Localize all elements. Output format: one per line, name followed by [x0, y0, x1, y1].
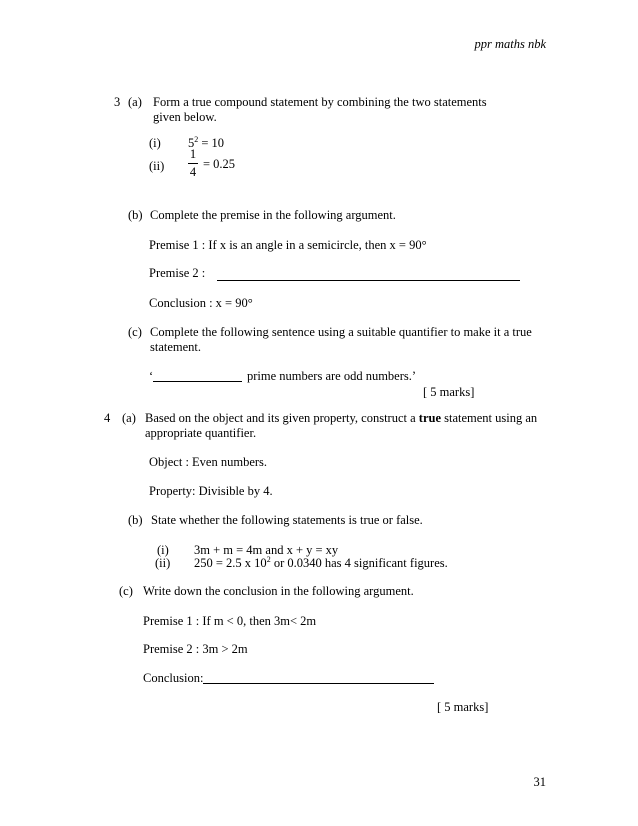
- q3c-sentence-rest: prime numbers are odd numbers.’: [247, 369, 417, 383]
- q3b-label: (b): [128, 208, 143, 222]
- q3c-text-line1: Complete the following sentence using a suitable quantifier to make it a true: [150, 325, 532, 339]
- q3a-label: (a): [128, 95, 142, 109]
- q3b-intro: Complete the premise in the following argument.: [150, 208, 396, 222]
- q3a-ii-denominator: 4: [189, 165, 197, 179]
- q4c-conclusion-answer-line: [203, 683, 434, 684]
- q3c-text-line2: statement.: [150, 340, 202, 354]
- q3c-label: (c): [128, 325, 142, 339]
- page-number: 31: [533, 775, 546, 789]
- q4a-text-bold: true: [418, 411, 441, 425]
- q4c-premise2: Premise 2 : 3m > 2m: [143, 642, 248, 656]
- q3a-ii-rest: = 0.25: [203, 157, 236, 171]
- q3b-premise1: Premise 1 : If x is an angle in a semicircle, then x = 90°: [149, 238, 427, 252]
- q3b-conclusion: Conclusion : x = 90°: [149, 296, 253, 310]
- q4-number: 4: [104, 411, 111, 425]
- q4a-text-post: statement using an: [441, 411, 538, 425]
- q4b-i-label: (i): [157, 543, 169, 557]
- q4b-label: (b): [128, 513, 143, 527]
- q3c-answer-line: [153, 381, 242, 382]
- q3a-i-label: (i): [149, 136, 161, 150]
- q4c-conclusion: Conclusion:: [143, 671, 204, 685]
- q3a-text-line1: Form a true compound statement by combining the two statements: [153, 95, 487, 109]
- q3a-ii-label: (ii): [149, 159, 165, 173]
- q3a-i-exponent: 2: [194, 135, 199, 144]
- q3c-sentence-open: ‘: [149, 369, 154, 383]
- q3a-i-base: 5: [188, 136, 195, 150]
- q4-marks: [ 5 marks]: [437, 700, 489, 714]
- q4a-text-pre: Based on the object and its given property, construct a: [145, 411, 419, 425]
- q4c-intro: Write down the conclusion in the following argument.: [143, 584, 414, 598]
- q3b-premise2: Premise 2 :: [149, 266, 206, 280]
- q4b-ii-text: [194, 556, 448, 571]
- q4b-i-text: 3m + m = 4m and x + y = xy: [194, 543, 339, 557]
- q4c-label: (c): [119, 584, 133, 598]
- q4b-ii-post: or 0.0340 has 4 significant figures.: [270, 556, 448, 570]
- q4a-text-line1: [145, 411, 537, 426]
- q4b-intro: State whether the following statements is true or false.: [151, 513, 423, 527]
- q3a-text-line2: given below.: [153, 110, 217, 124]
- q3a-ii-numerator: 1: [189, 147, 197, 161]
- q4b-ii-pre: 250 = 2.5 x 10: [194, 556, 267, 570]
- q4a-text-line2: appropriate quantifier.: [145, 426, 257, 440]
- page-header: ppr maths nbk: [474, 37, 546, 51]
- q4b-ii-exponent: 2: [266, 555, 271, 564]
- q4b-ii-label: (ii): [155, 556, 171, 570]
- q4a-object: Object : Even numbers.: [149, 455, 268, 469]
- q4a-label: (a): [122, 411, 136, 425]
- q3-marks: [ 5 marks]: [423, 385, 475, 399]
- q4a-property: Property: Divisible by 4.: [149, 484, 273, 498]
- q3b-premise2-answer-line: [217, 280, 520, 281]
- q3-number: 3: [114, 95, 121, 109]
- q3a-i-rest: = 10: [201, 136, 225, 150]
- q3a-ii-fraction-bar: [188, 163, 198, 164]
- q4c-premise1: Premise 1 : If m < 0, then 3m< 2m: [143, 614, 317, 628]
